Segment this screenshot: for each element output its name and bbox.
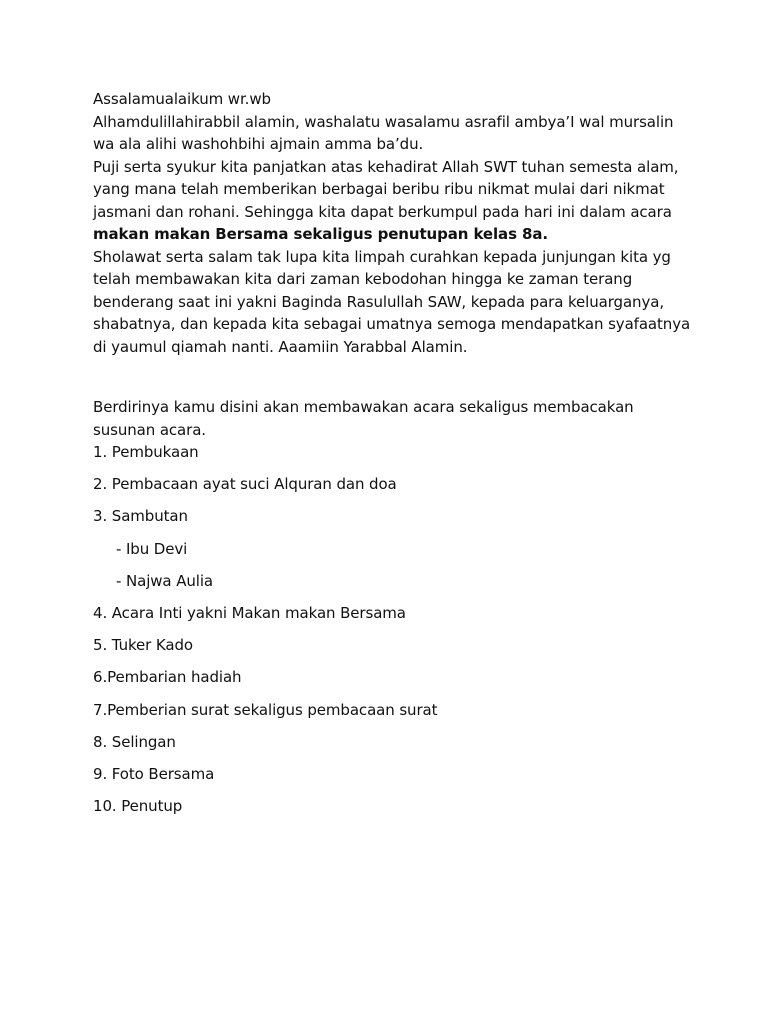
agenda-item: 1. Pembukaan xyxy=(93,443,199,461)
gratitude-paragraph xyxy=(93,156,693,246)
agenda-item: 3. Sambutan xyxy=(93,507,188,526)
agenda-item: 4. Acara Inti yakni Makan makan Bersama xyxy=(93,603,406,622)
paragraph-spacer xyxy=(93,358,693,396)
gratitude-text: Puji serta syukur kita panjatkan atas kehadirat Allah SWT tuhan semesta alam, yang mana telah memberikan berbagai beribu ribu nikmat mulai dari nikmat jasmani dan rohani. Sehingga kita dapat berkumpul pada hari ini dalam acara xyxy=(93,157,679,221)
agenda-item: 6.Pembarian hadiah xyxy=(93,668,242,687)
agenda-item: 2. Pembacaan ayat suci Alquran dan doa xyxy=(93,475,397,494)
agenda-item: 5. Tuker Kado xyxy=(93,636,193,655)
agenda-subitem: - Najwa Aulia xyxy=(116,571,213,590)
document-page xyxy=(93,88,693,827)
agenda-item: 10. Penutup xyxy=(93,797,183,816)
event-name-bold: makan makan Bersama sekaligus penutupan kelas 8a. xyxy=(93,225,548,243)
intro-paragraph: Berdirinya kamu disini akan membawakan acara sekaligus membacakan susunan acara. xyxy=(93,398,634,439)
agenda-list xyxy=(93,441,693,827)
agenda-item: 8. Selingan xyxy=(93,732,176,751)
greeting-text: Assalamualaikum wr.wb xyxy=(93,90,271,108)
agenda-item: 7.Pemberian surat sekaligus pembacaan surat xyxy=(93,700,438,719)
agenda-item: 9. Foto Bersama xyxy=(93,764,215,783)
agenda-subitem: - Ibu Devi xyxy=(116,539,188,558)
sholawat-paragraph: Sholawat serta salam tak lupa kita limpah curahkan kepada junjungan kita yg telah membawakan kita dari zaman kebodohan hingga ke zaman terang benderang saat ini yakni Baginda Rasulullah SAW, kepada para keluarganya, shabatnya, dan kepada kita sebagai umatnya semoga mendapatkan syafaatnya di yaumul qiamah nanti. Aaamiin Yarabbal Alamin. xyxy=(93,247,691,356)
opening-paragraph: Alhamdulillahirabbil alamin, washalatu wasalamu asrafil ambya’I wal mursalin wa ala alihi washohbihi ajmain amma ba’du. xyxy=(93,112,674,153)
